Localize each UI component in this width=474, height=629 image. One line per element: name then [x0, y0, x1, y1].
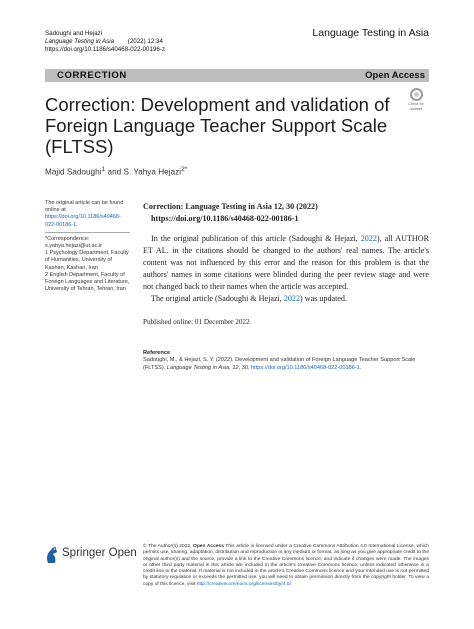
- reference-heading: Reference: [143, 350, 171, 356]
- reference-pages: , 30.: [238, 364, 252, 371]
- author-list: [45, 166, 187, 177]
- header-year-page: (2022) 12:34: [127, 38, 163, 46]
- license-open-access: Open Access: [193, 544, 224, 549]
- sidebar-notes: [45, 200, 130, 293]
- header-authors: Sadoughi and Hejazi: [45, 30, 103, 37]
- citation-link[interactable]: 2022: [360, 234, 377, 243]
- original-article-link[interactable]: https://doi.org/10.1186/s40468-022-00186-1: [45, 214, 121, 228]
- correspondence-label: *Correspondence:: [45, 235, 90, 242]
- springer-horse-icon: [45, 546, 59, 564]
- citation-link[interactable]: 2022: [283, 294, 301, 303]
- reference-journal: Language Testing in Asia, 12: [166, 364, 239, 371]
- springer-open-logo[interactable]: [45, 542, 135, 568]
- reference-doi-link[interactable]: https://doi.org/10.1186/s40468-022-00186-1: [251, 364, 360, 371]
- para2-text-b: ) was updated.: [300, 294, 347, 303]
- reference-text: Sadoughi, M., & Hejazi, S. Y. (2022). Development and validation of Foreign Language Teacher Support Scale (FLTSS).: [143, 357, 416, 371]
- journal-name: Language Testing in Asia: [312, 27, 429, 39]
- body-paragraph-2: [143, 293, 429, 305]
- license-text: [143, 544, 429, 588]
- crossmark-icon: [410, 88, 423, 101]
- author-name[interactable]: S. Yahya Hejazi: [123, 167, 181, 177]
- note-text: The original article can be found online at: [45, 200, 124, 214]
- license-body: This article is licensed under a Creative Commons Attribution 4.0 International License, which permits use, sharing, adaptation, distribution and reproduction in any medium or format, as long as you give appropriate credit to the original author(s) and the source, provide a link to the Creative Commons licence, and indicate if changes were made. The images or other third party material in this article are included in the article's Creative Commons licence, unless indicated otherwise in a credit line to the material. If material is not included in the article's Creative Commons licence and your intended use is not permitted by statutory regulation or exceeds the permitted use, you will need to obtain permission directly from the copyright holder. To view a copy of this licence, visit: [143, 544, 429, 587]
- affiliation-1: 1 Psychology Department, Faculty of Humanities, University of Kashan, Kashan, Iran: [45, 250, 129, 271]
- springer-open-wordmark: Springer Open: [62, 547, 137, 559]
- article-title: Correction: Development and validation of Foreign Language Teacher Support Scale (FLTSS): [45, 94, 390, 157]
- correspondence-email[interactable]: s.yahya.hejazi@ut.ac.ir: [45, 243, 102, 250]
- reference-section: [143, 350, 429, 372]
- reference-entry: [143, 357, 429, 372]
- body-paragraph-1: [143, 233, 429, 293]
- para2-text-a: The original article (Sadoughi & Hejazi,: [151, 294, 284, 303]
- para1-text-a: In the original publication of this article (Sadoughi & Hejazi,: [151, 234, 361, 243]
- check-for-updates-badge[interactable]: [403, 88, 429, 114]
- author-name[interactable]: Majid Sadoughi: [45, 167, 102, 177]
- article-type-label: CORRECTION: [57, 70, 127, 81]
- author-conjunction: and: [105, 167, 124, 177]
- reference-end: .: [359, 364, 362, 371]
- license-copyright: © The Author(s) 2022.: [143, 544, 194, 549]
- article-body: [143, 201, 429, 305]
- note-end: .: [76, 221, 78, 228]
- author-affil-sup: 2*: [180, 166, 188, 173]
- license-link[interactable]: http://creativecommons.org/licenses/by/4.0/: [196, 581, 291, 587]
- published-date: Published online: 01 December 2022: [143, 318, 250, 326]
- check-for-updates-line2: updates: [409, 107, 423, 111]
- check-for-updates-line1: Check for: [408, 102, 424, 106]
- author-affil-sup: 1: [101, 166, 106, 173]
- header-journal: Language Testing in Asia: [45, 38, 115, 46]
- article-type-band: [45, 69, 429, 82]
- affiliation-2: 2 English Department, Faculty of Foreign Languages and Literature, University of Tehran, Tehran, Iran: [45, 271, 130, 293]
- original-article-note: [45, 200, 130, 233]
- open-access-label: Open Access: [365, 70, 425, 81]
- body-heading: Correction: Language Testing in Asia 12, 30 (2022): [143, 202, 318, 211]
- body-heading-doi[interactable]: https://doi.org/10.1186/s40468-022-00186-1: [151, 214, 299, 223]
- running-header: [45, 30, 165, 55]
- header-citation: [45, 38, 165, 46]
- header-doi[interactable]: https://doi.org/10.1186/s40468-022-00196-z: [45, 46, 165, 54]
- license-end: .: [290, 581, 293, 587]
- para1-text-b: ), all AUTHOR ET AL. in the citations should be changed to the authors' real names. The article's content was not influenced by this error and the reason for this problem is that the authors' names in some citations were blinded during the peer review stage and were not changed back to their names when the article was accepted.: [143, 234, 429, 291]
